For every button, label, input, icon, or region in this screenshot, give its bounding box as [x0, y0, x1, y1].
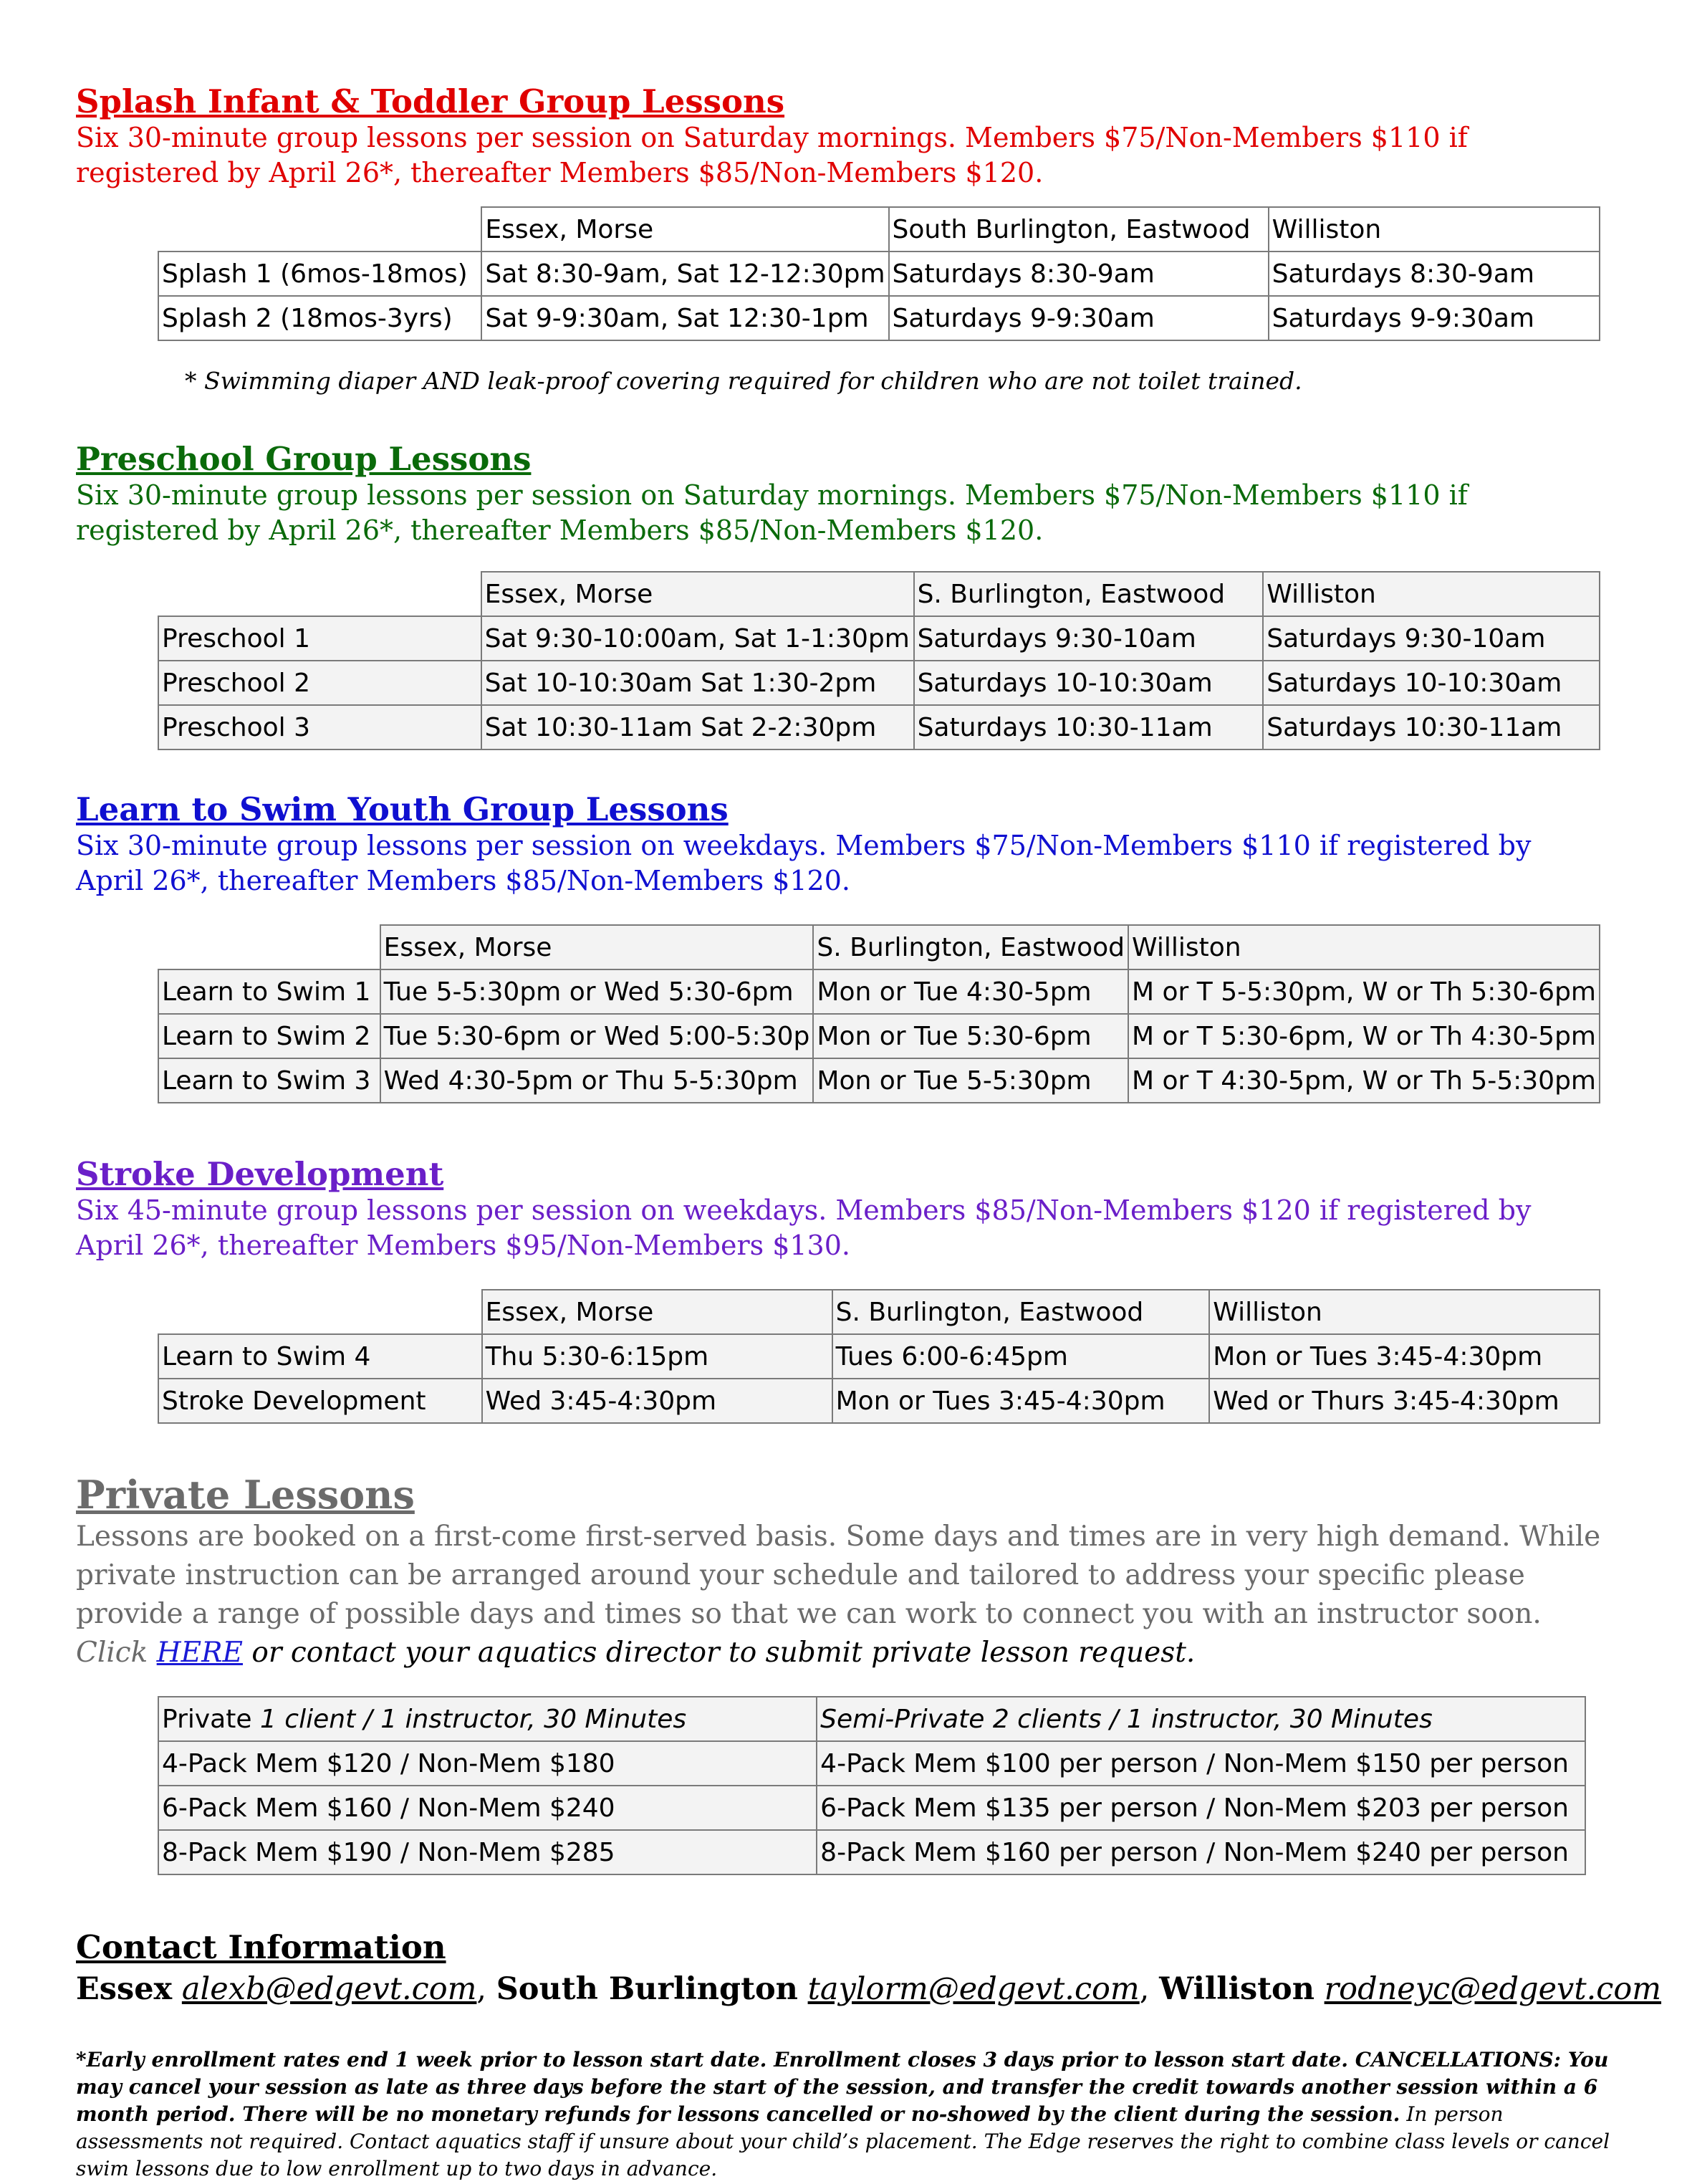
preschool-description: Six 30-minute group lessons per session on Saturday mornings. Members $75/Non-Members $110 if registered by April 26*, thereafter Members $85/Non-Members $120.	[76, 479, 1468, 546]
header-cell	[380, 925, 814, 969]
location-name: South Burlington	[892, 214, 1110, 244]
contact-place: Williston	[1159, 1971, 1314, 2007]
private-lessons-request-line	[76, 1634, 1616, 1672]
header-cell	[1209, 1290, 1600, 1334]
lesson-type-detail: 2 clients / 1 instructor, 30 Minutes	[984, 1704, 1433, 1734]
private-lessons-section	[76, 1472, 1616, 1672]
contact-place: South Burlington	[496, 1971, 798, 2007]
table-row	[158, 252, 1600, 296]
time-cell: Saturdays 9-9:30am	[1269, 296, 1600, 340]
location-name: Essex	[485, 214, 559, 244]
time-cell: Saturdays 9:30-10am	[1263, 616, 1600, 661]
table-row	[158, 705, 1600, 749]
table-row	[158, 661, 1600, 705]
level-age: (6mos-18mos)	[271, 259, 468, 289]
private-lesson-request-link[interactable]: HERE	[156, 1637, 243, 1669]
location-name: S. Burlington	[917, 579, 1085, 609]
header-cell	[832, 1290, 1210, 1334]
time-cell: Saturdays 8:30-9am	[889, 252, 1269, 296]
time-cell: M or T 4:30-5pm, W or Th 5-5:30pm	[1128, 1058, 1600, 1103]
location-name: Williston	[1272, 214, 1382, 244]
price-cell: 6-Pack Mem $160 / Non-Mem $240	[158, 1786, 817, 1830]
level-cell: Learn to Swim 4	[158, 1334, 482, 1379]
pool-name: , Eastwood	[984, 932, 1125, 962]
time-cell: Sat 10:30-11am Sat 2-2:30pm	[481, 705, 914, 749]
lesson-type: Semi-Private	[820, 1704, 985, 1734]
location-name: Essex	[383, 932, 458, 962]
splash-diaper-note: * Swimming diaper AND leak-proof covering required for children who are not toilet trained.	[185, 367, 1302, 395]
pool-name: , Eastwood	[1109, 214, 1251, 244]
private-lessons-title: Private Lessons	[76, 1472, 415, 1518]
time-cell: Saturdays 10:30-11am	[914, 705, 1264, 749]
time-cell: Saturdays 10-10:30am	[1263, 661, 1600, 705]
click-suffix: or contact your aquatics director to submit private lesson request.	[243, 1637, 1196, 1669]
level-cell	[158, 252, 481, 296]
price-cell: 8-Pack Mem $160 per person / Non-Mem $240 per person	[817, 1830, 1585, 1874]
header-cell	[1269, 207, 1600, 252]
location-name: Williston	[1132, 932, 1241, 962]
learn-to-swim-description: Six 30-minute group lessons per session on weekdays. Members $75/Non-Members $110 if registered by April 26*, thereafter Members $85/Non-Members $120.	[76, 830, 1532, 896]
lesson-type: Private	[162, 1704, 252, 1734]
time-cell: Sat 8:30-9am, Sat 12-12:30pm	[481, 252, 888, 296]
level-cell: Learn to Swim 2	[158, 1014, 380, 1058]
price-cell: 8-Pack Mem $190 / Non-Mem $285	[158, 1830, 817, 1874]
time-cell: Mon or Tue 5-5:30pm	[813, 1058, 1128, 1103]
header-cell	[481, 207, 888, 252]
preschool-title: Preschool Group Lessons	[76, 440, 532, 478]
price-cell: 4-Pack Mem $120 / Non-Mem $180	[158, 1741, 817, 1786]
header-cell	[889, 207, 1269, 252]
table-header-row	[158, 1697, 1585, 1741]
splash-title: Splash Infant & Toddler Group Lessons	[76, 82, 785, 120]
location-name: S. Burlington	[817, 932, 984, 962]
pool-name: , Morse	[559, 1297, 654, 1327]
time-cell: Mon or Tue 4:30-5pm	[813, 969, 1128, 1014]
stroke-development-title: Stroke Development	[76, 1155, 444, 1193]
table-corner	[158, 572, 481, 616]
time-cell: Wed or Thurs 3:45-4:30pm	[1209, 1379, 1600, 1423]
level-cell: Learn to Swim 1	[158, 969, 380, 1014]
footnote-extra: In person assessments not required. Contact aquatics staff if unsure about your child’s placement. The Edge reserves the right to combine class levels or cancel swim lessons due to low enrollment up to two days in advance.	[76, 2102, 1610, 2180]
level-age: (18mos-3yrs)	[271, 303, 453, 333]
separator: ,	[476, 1971, 496, 2007]
pool-name: , Morse	[457, 932, 552, 962]
table-row	[158, 969, 1600, 1014]
header-cell	[481, 572, 914, 616]
click-prefix: Click	[76, 1637, 157, 1669]
time-cell: Mon or Tues 3:45-4:30pm	[832, 1379, 1210, 1423]
time-cell: Saturdays 10-10:30am	[914, 661, 1264, 705]
location-name: Williston	[1267, 579, 1376, 609]
private-lessons-description: Lessons are booked on a first-come first-served basis. Some days and times are in very high demand. While private instruction can be arranged around your schedule and tailored to address your specific please provide a range of possible days and times so that we can work to connect you with an instructor soon.	[76, 1520, 1601, 1630]
table-header-row	[158, 925, 1600, 969]
level-cell	[158, 296, 481, 340]
table-header-row	[158, 1290, 1600, 1334]
essex-email-link[interactable]: alexb@edgevt.com	[181, 1971, 477, 2007]
time-cell: Thu 5:30-6:15pm	[482, 1334, 832, 1379]
footnote-policy: *Early enrollment rates end 1 week prior to lesson start date. Enrollment closes 3 days prior to lesson start date. CANCELLATIONS: You may cancel your session as late as three days before the start of the session, and transfer the credit towards another session within a 6 month period. There will be no monetary refunds for lessons cancelled or no-showed by the client during the session.	[76, 2048, 1609, 2126]
table-row	[158, 296, 1600, 340]
time-cell: Sat 9-9:30am, Sat 12:30-1pm	[481, 296, 888, 340]
stroke-development-description: Six 45-minute group lessons per session on weekdays. Members $85/Non-Members $120 if registered by April 26*, thereafter Members $95/Non-Members $130.	[76, 1194, 1532, 1261]
table-corner	[158, 207, 481, 252]
pool-name: , Morse	[559, 214, 654, 244]
learn-to-swim-section	[76, 791, 1595, 899]
contact-place: Essex	[76, 1971, 173, 2007]
footnote	[76, 2046, 1616, 2183]
learn-to-swim-schedule-table	[158, 924, 1600, 1103]
pool-name: , Morse	[558, 579, 653, 609]
header-cell	[817, 1697, 1585, 1741]
williston-email-link[interactable]: rodneyc@edgevt.com	[1324, 1971, 1662, 2007]
time-cell: Mon or Tue 5:30-6pm	[813, 1014, 1128, 1058]
table-row	[158, 616, 1600, 661]
contact-line	[76, 1969, 1661, 2009]
time-cell: Sat 10-10:30am Sat 1:30-2pm	[481, 661, 914, 705]
location-name: S. Burlington	[835, 1297, 1003, 1327]
time-cell: Sat 9:30-10:00am, Sat 1-1:30pm	[481, 616, 914, 661]
splash-description: Six 30-minute group lessons per session on Saturday mornings. Members $75/Non-Members $110 if registered by April 26*, thereafter Members $85/Non-Members $120.	[76, 122, 1468, 188]
level-cell: Preschool 1	[158, 616, 481, 661]
time-cell: Wed 3:45-4:30pm	[482, 1379, 832, 1423]
table-header-row	[158, 572, 1600, 616]
level-cell: Preschool 3	[158, 705, 481, 749]
price-cell: 4-Pack Mem $100 per person / Non-Mem $150 per person	[817, 1741, 1585, 1786]
table-row	[158, 1741, 1585, 1786]
level-cell: Learn to Swim 3	[158, 1058, 380, 1103]
learn-to-swim-title: Learn to Swim Youth Group Lessons	[76, 790, 729, 828]
table-corner	[158, 1290, 482, 1334]
header-cell	[914, 572, 1264, 616]
location-name: Essex	[485, 1297, 559, 1327]
time-cell: Tue 5-5:30pm or Wed 5:30-6pm	[380, 969, 814, 1014]
header-cell	[1263, 572, 1600, 616]
time-cell: Tues 6:00-6:45pm	[832, 1334, 1210, 1379]
private-lessons-price-table	[158, 1696, 1586, 1875]
level-name: Splash 2	[162, 303, 272, 333]
time-cell: Saturdays 10:30-11am	[1263, 705, 1600, 749]
time-cell: M or T 5:30-6pm, W or Th 4:30-5pm	[1128, 1014, 1600, 1058]
table-row	[158, 1014, 1600, 1058]
header-cell	[813, 925, 1128, 969]
splash-section	[76, 83, 1580, 191]
stroke-development-section	[76, 1156, 1595, 1263]
table-row	[158, 1058, 1600, 1103]
level-cell: Preschool 2	[158, 661, 481, 705]
pool-name: , Eastwood	[1002, 1297, 1144, 1327]
south-burlington-email-link[interactable]: taylorm@edgevt.com	[807, 1971, 1140, 2007]
contact-title: Contact Information	[76, 1928, 446, 1966]
time-cell: Mon or Tues 3:45-4:30pm	[1209, 1334, 1600, 1379]
time-cell: Wed 4:30-5pm or Thu 5-5:30pm	[380, 1058, 814, 1103]
table-row	[158, 1830, 1585, 1874]
time-cell: M or T 5-5:30pm, W or Th 5:30-6pm	[1128, 969, 1600, 1014]
time-cell: Saturdays 8:30-9am	[1269, 252, 1600, 296]
preschool-section	[76, 441, 1580, 548]
table-row	[158, 1334, 1600, 1379]
level-cell: Stroke Development	[158, 1379, 482, 1423]
stroke-development-schedule-table	[158, 1289, 1600, 1424]
preschool-schedule-table	[158, 571, 1600, 750]
pool-name: , Eastwood	[1084, 579, 1226, 609]
price-cell: 6-Pack Mem $135 per person / Non-Mem $203 per person	[817, 1786, 1585, 1830]
time-cell: Saturdays 9:30-10am	[914, 616, 1264, 661]
time-cell: Saturdays 9-9:30am	[889, 296, 1269, 340]
table-header-row	[158, 207, 1600, 252]
splash-schedule-table	[158, 206, 1600, 341]
separator: ,	[1139, 1971, 1160, 2007]
time-cell: Tue 5:30-6pm or Wed 5:00-5:30p	[380, 1014, 814, 1058]
lesson-type-detail: 1 client / 1 instructor, 30 Minutes	[251, 1704, 687, 1734]
level-name: Splash 1	[162, 259, 272, 289]
table-corner	[158, 925, 380, 969]
header-cell	[1128, 925, 1600, 969]
header-cell	[482, 1290, 832, 1334]
header-cell	[158, 1697, 817, 1741]
table-row	[158, 1379, 1600, 1423]
location-name: Essex	[484, 579, 559, 609]
location-name: Williston	[1213, 1297, 1322, 1327]
table-row	[158, 1786, 1585, 1830]
